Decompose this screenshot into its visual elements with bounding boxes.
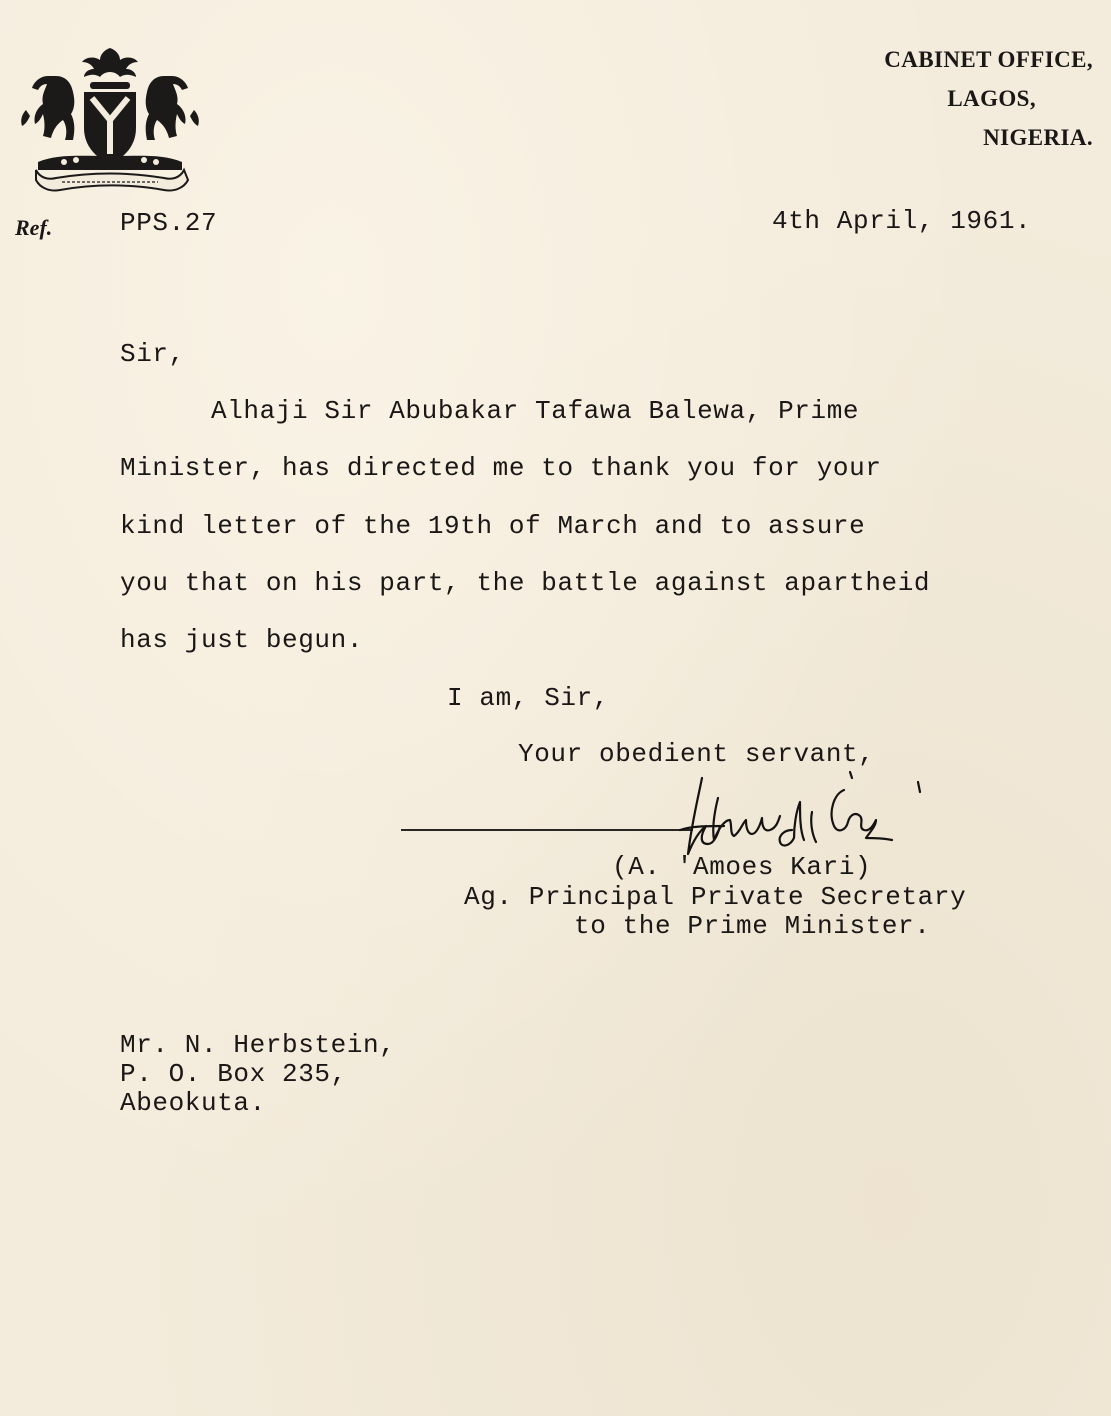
closing-line-1: I am, Sir, [447, 683, 610, 713]
office-line-2: LAGOS, [947, 86, 1036, 111]
closing-line-2: Your obedient servant, [518, 739, 875, 769]
letter-date: 4th April, 1961. [772, 206, 1032, 236]
signatory-title-1: Ag. Principal Private Secretary [464, 882, 967, 912]
recipient-line-1: Mr. N. Herbstein, [120, 1030, 396, 1060]
body-line-5: has just begun. [120, 625, 364, 655]
ref-label: Ref. [15, 215, 53, 240]
recipient-line-3: Abeokuta. [120, 1088, 266, 1118]
recipient-line-2: P. O. Box 235, [120, 1059, 347, 1089]
body-line-2: Minister, has directed me to thank you for your [120, 453, 882, 483]
office-line-3: NIGERIA. [983, 125, 1093, 150]
signatory-name: (A. 'Amoes Kari) [612, 852, 872, 882]
signature-line [401, 829, 693, 831]
office-line-1: CABINET OFFICE, [884, 47, 1093, 72]
body-line-4: you that on his part, the battle against apartheid [120, 568, 931, 598]
ref-value: PPS.27 [120, 208, 218, 238]
nigeria-coat-of-arms-icon [18, 44, 202, 194]
signatory-title-2: to the Prime Minister. [574, 911, 931, 941]
salutation: Sir, [120, 339, 185, 369]
body-line-3: kind letter of the 19th of March and to assure [120, 511, 866, 541]
body-line-1: Alhaji Sir Abubakar Tafawa Balewa, Prime [211, 396, 860, 426]
